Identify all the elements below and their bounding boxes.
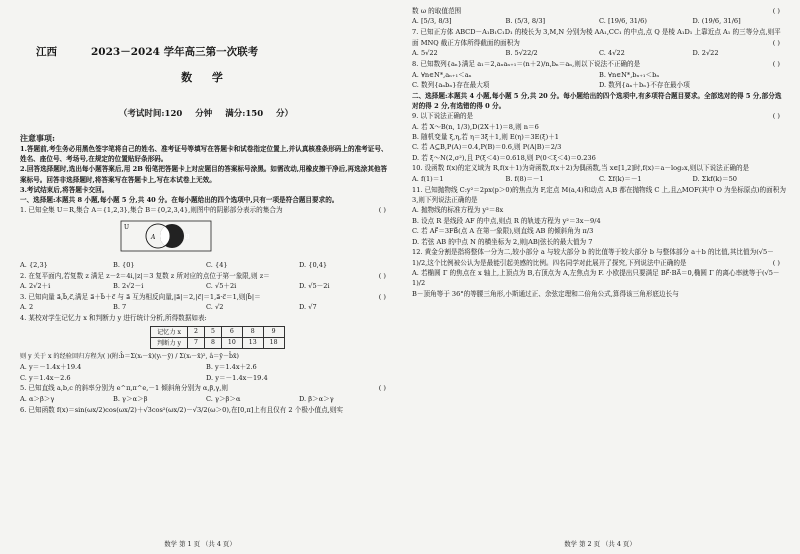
option-d: D. 2√22 [692, 49, 719, 58]
option-a: A. 若 X～B(n, 1/3),D(2X＋1)＝8,则 n＝6 [412, 122, 539, 131]
option-d: D. β＞α＞γ [299, 394, 334, 403]
option-c: C. γ＞β＞α [206, 394, 241, 403]
question-5 [20, 383, 392, 393]
table-row [151, 337, 285, 348]
table-cell: 6 [221, 326, 242, 337]
option-b: B. 7 [113, 303, 127, 312]
option-d: D. y＝－1.4x－19.4 [206, 373, 268, 382]
question-8-options [412, 70, 786, 91]
option-b: B. γ＞α＞β [113, 394, 148, 403]
answer-paren: ( ) [378, 271, 386, 280]
option-a: A. 若椭圆 Γ 的焦点在 x 轴上,上顶点为 B,右顶点为 A,左焦点为 F. 小欧提出只要满足 BF⃗·BA⃗＝0,椭圆 Γ 的离心率就等于(√5－1)/2 [412, 268, 780, 288]
answer-paren: ( ) [772, 38, 780, 47]
option-c: C. 数列{aₙbₙ}存在最大项 [412, 81, 490, 90]
exam-title: 2023－2024 学年高三第一次联考 [91, 46, 259, 58]
exam-header [20, 44, 392, 59]
question-2-options [20, 281, 392, 292]
option-a: A. ∀n∈N*,aₙ₊₁＜aₙ [412, 70, 472, 79]
page-footer: 数学 第 1 页 （共 4 页） [164, 540, 236, 548]
question-4 [20, 313, 392, 323]
question-4-text: 4. 某校对学生记忆力 x 和判断力 y 进行统计分析,所得数据如表: [20, 314, 207, 323]
venn-label-b: B [185, 233, 190, 241]
question-9 [412, 111, 786, 121]
option-b: B. 5√22/2 [505, 49, 538, 58]
region-label: 江西 [36, 46, 57, 58]
question-2-text: 2. 在复平面内,若复数 z 满足 z－z̄＝4i,|z|＝3 复数 z 所对应的点位于第一象限,则 z＝ [20, 271, 270, 280]
table-cell: 18 [263, 337, 284, 348]
table-cell: 2 [188, 326, 205, 337]
option-c: C. {4} [206, 260, 228, 269]
option-d: D. 若 ξ～N(2,σ²),且 P(ξ＜4)＝0.618,则 P(0＜ξ＜4)＝0.236 [412, 153, 596, 162]
option-b: B. {0} [113, 260, 135, 269]
option-d: D. √5－2i [299, 282, 330, 291]
table-cell: 8 [204, 337, 221, 348]
question-3-text: 3. 已知向量 a⃗,b⃗,c⃗,满足 a⃗＋b⃗＋c⃗ 与 a⃗ 互为相反向量,|a⃗|＝2,|c⃗|＝1,a⃗·c⃗＝1,则|b⃗|＝ [20, 293, 261, 302]
page-2 [400, 0, 800, 554]
question-3 [20, 292, 392, 302]
table-cell: 8 [242, 326, 263, 337]
option-b: B. (5/3, 8/3] [505, 17, 546, 26]
question-2 [20, 271, 392, 281]
answer-paren: ( ) [772, 7, 780, 15]
question-10-options [412, 174, 786, 185]
option-b: B. f(8)＝－1 [505, 174, 544, 183]
question-3-options [20, 302, 392, 313]
question-6-options [412, 16, 786, 27]
option-a: A. 2 [20, 303, 34, 312]
venn-label-a: A [151, 233, 156, 241]
option-c: C. 4√22 [599, 49, 625, 58]
option-b: B－顶角等于 36°的等腰三角形,小斯通过正、余弦定理和二倍角公式,算得该三角形底边长与 [412, 289, 679, 298]
table-cell: 判断力 y [151, 337, 188, 348]
option-a: A. f(1)＝1 [412, 174, 444, 183]
question-4-options [20, 362, 392, 383]
question-11-text: 11. 已知抛物线 C:y²＝2px(p＞0)的焦点为 F,定点 M(a,4)和动点 A,B 都在抛物线 C 上,且△MOF(其中 O 为坐标原点)的面积为 3,则下列说法正确的是 [412, 185, 786, 205]
question-10 [412, 163, 786, 173]
option-d: D. (19/6, 31/6] [692, 17, 741, 26]
subject-title: 数 学 [181, 71, 231, 84]
option-c: C. 若 AF⃗＝3FB⃗(点 A 在第一象限),则直线 AB 的倾斜角为 π/3 [412, 227, 594, 236]
question-8 [412, 59, 786, 69]
question-10-text: 10. 设函数 f(x)的定义域为 R,f(x＋1)为奇函数,f(x＋2)为偶函数,当 x∈[1,2]时,f(x)＝a－log₂x,则以下说法正确的是 [412, 164, 750, 173]
table-cell: 10 [221, 337, 242, 348]
venn-diagram [120, 220, 212, 252]
question-6-text: 6. 已知函数 f(x)＝sin(ωx/2)cos(ωx/2)＋√3cos²(ωx/2)－√3/2(ω＞0),在[0,π]上有且仅有 2 个极小值点,则实 [20, 405, 343, 414]
option-c: C. 若 A⊆B,P(A)＝0.4,P(B)＝0.6,则 P(A|B)＝2/3 [412, 143, 562, 152]
option-b: B. y＝1.4x＋2.6 [206, 363, 257, 372]
answer-paren: ( ) [378, 293, 386, 302]
answer-paren: ( ) [378, 384, 386, 393]
question-7-options [412, 48, 786, 59]
option-a: A. 5√22 [412, 49, 438, 58]
table-cell: 13 [242, 337, 263, 348]
option-a: A. y＝－1.4x＋19.4 [20, 363, 82, 372]
option-a: A. α＞β＞γ [20, 394, 55, 403]
table-cell: 7 [188, 337, 205, 348]
option-a: A. {2,3} [20, 260, 48, 269]
page-footer: 数学 第 2 页 （共 4 页） [564, 540, 636, 548]
question-9-text: 9. 以下说法正确的是 [412, 112, 474, 121]
question-4-formula [20, 352, 392, 362]
option-b: B. 随机变量 ξ,η,若 η＝3ξ＋1,则 E(η)＝3E(ξ)＋1 [412, 133, 559, 142]
notes-title: 注意事项: [20, 133, 55, 143]
question-6-cont-text: 数 ω 的取值范围 [412, 7, 462, 15]
exam-info: （考试时间:120 分钟 满分:150 分） [118, 109, 294, 119]
question-5-options [20, 394, 392, 405]
answer-paren: ( ) [772, 60, 780, 69]
option-d: D. 若弦 AB 的中点 N 的横坐标为 2,则|AB|弦长的最大值为 7 [412, 237, 593, 246]
venn-label-u: U [124, 223, 130, 231]
option-c: C. √2 [206, 303, 224, 312]
option-c: C. y＝1.4x－2.6 [20, 373, 71, 382]
answer-paren: ( ) [772, 258, 780, 267]
question-5-text: 5. 已知直线 a,b,c 的斜率分别为 e^π,π^e,－1 倾斜角分别为 α,β,γ,则 [20, 384, 228, 393]
table-cell: 5 [204, 326, 221, 337]
question-12-text: 12. 黄金分割是指将整体一分为二,较小部分 a 与较大部分 b 的比值等于较大部分 b 与整体部分 a＋b 的比值,其比值为(√5－1)/2,这个比例被公认为是最能引起美感的比例。四名同学对此展开了探究,下列说法中正确的是 [412, 248, 774, 267]
option-d: D. 数列{aₙ＋bₙ}不存在最小项 [599, 81, 690, 90]
note-3: 3.考试结束后,将答题卡交回。 [20, 185, 109, 194]
note-2: 2.回答选择题时,选出每小题答案后,用 2B 铅笔把答题卡上对应题目的答案标号涂黑。如需改动,用橡皮擦干净后,再选涂其他答案标号。回答非选择题时,将答案写在答题卡上,写在本试卷上无效。 [20, 165, 388, 184]
note-1: 1.答题前,考生务必用黑色签字笔将自己的姓名、准考证号等填写在答题卡和试卷指定位置上,并认真核准条形码上的准考证号、姓名、座位号、考场号,在规定的位置贴好条形码。 [20, 145, 388, 164]
data-table [150, 326, 285, 349]
option-c: C. √5＋2i [206, 282, 237, 291]
question-7 [412, 27, 786, 48]
question-11 [412, 185, 786, 206]
question-1 [20, 205, 392, 215]
question-1-text: 1. 已知全集 U＝R,集合 A＝{1,2,3},集合 B＝{0,2,3,4},则图中的阴影部分表示的集合为 [20, 206, 283, 215]
option-d: D. √7 [299, 303, 317, 312]
section-1-heading: 一、选择题:本题共 8 小题,每小题 5 分,共 40 分。在每小题给出的四个选项中,只有一项是符合题目要求的。 [20, 196, 339, 205]
table-row [151, 326, 285, 337]
option-b: B. ∀n∈N*,bₙ₊₁＜bₙ [599, 70, 660, 79]
answer-paren: ( ) [772, 112, 780, 121]
option-a: A. [5/3, 8/3] [412, 17, 452, 26]
table-cell: 9 [263, 326, 284, 337]
answer-paren: ( ) [378, 206, 386, 215]
option-c: C. [19/6, 31/6) [599, 17, 647, 26]
question-6-continued [412, 6, 786, 16]
option-a: A. 2√2＋i [20, 282, 51, 291]
option-b: B. 设点 R 是线段 AF 的中点,则点 R 的轨迹方程为 y²＝3x－9/4 [412, 216, 601, 225]
option-d: D. Σkf(k)＝50 [692, 174, 737, 183]
question-7-text: 7. 已知正方体 ABCD－A₁B₁C₁D₁ 的棱长为 3,M,N 分别为棱 AA₁,CC₁ 的中点,点 Q 是棱 A₁D₁ 上靠近点 A₁ 的三等分点,则平面 MNQ 截正方体所得截面的面积为 [412, 28, 781, 47]
option-a: A. 抛物线的标准方程为 y²＝8x [412, 206, 504, 215]
question-1-options [20, 260, 392, 271]
question-8-text: 8. 已知数列{aₙ}满足 a₁＝2,aₙaₙ₊₁＝(n＋2)/n,bₙ＝aₙ,则以下说法不正确的是 [412, 60, 641, 69]
regression-formula: 则 y 关于 x 的经验回归方程为( )(附:b̂＝Σ(xᵢ－x̄)(yᵢ－ȳ) / Σ(xᵢ－x̄)², â＝ȳ－b̂x̄) [20, 352, 239, 360]
section-2-heading: 二、选择题:本题共 4 小题,每小题 5 分,共 20 分。每小题给出的四个选项中,有多项符合题目要求。全部选对的得 5 分,部分选对的得 2 分,有选错的得 0 分。 [412, 91, 782, 111]
question-12 [412, 247, 786, 268]
option-d: D. {0,4} [299, 260, 328, 269]
question-6 [20, 405, 392, 415]
option-c: C. Σf(k)＝－1 [599, 174, 642, 183]
table-cell: 记忆力 x [151, 326, 188, 337]
option-b: B. 2√2－i [113, 282, 144, 291]
